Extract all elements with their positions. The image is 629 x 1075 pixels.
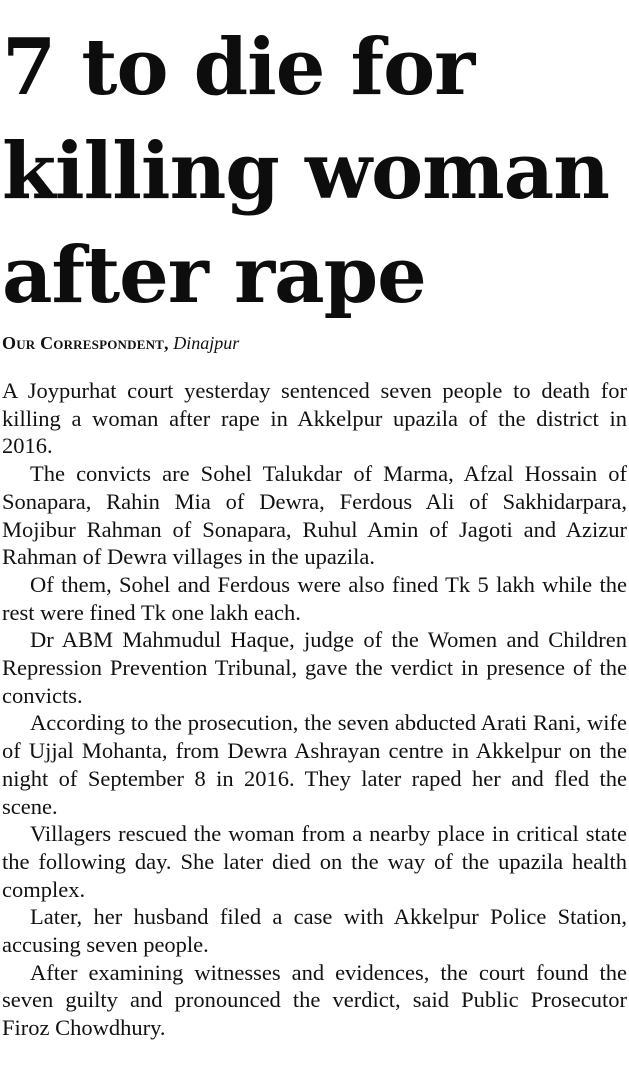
article-paragraph: After examining witnesses and evidences, the court found the seven guilty and pronounced the verdict, said Public Prosecutor Firoz Chowdhury. — [2, 959, 627, 1041]
article-paragraph: The convicts are Sohel Talukdar of Marma, Afzal Hossain of Sonapara, Rahin Mia of Dewra, Ferdous Ali of Sakhidarpara, Mojibur Rahman of Sonapara, Ruhul Amin of Jagoti and Azizur Rahman of Dewra villages in the upazila. — [2, 461, 627, 570]
byline-location: Dinajpur — [173, 333, 240, 353]
article-paragraph: Of them, Sohel and Ferdous were also fined Tk 5 lakh while the rest were fined Tk one lakh each. — [2, 571, 627, 625]
article-headline: 7 to die for killing woman after rape — [2, 22, 609, 321]
byline-author: Our Correspondent, — [2, 333, 169, 353]
article-paragraph: According to the prosecution, the seven abducted Arati Rani, wife of Ujjal Mohanta, from Dewra Ashrayan centre in Akkelpur on the night of September 8 in 2016. They later raped her and fled the scene. — [2, 710, 627, 819]
news-article — [2, 0, 627, 1042]
article-body — [2, 377, 627, 1042]
article-paragraph: A Joypurhat court yesterday sentenced seven people to death for killing a woman after rape in Akkelpur upazila of the district in 2016. — [2, 378, 627, 459]
article-paragraph: Villagers rescued the woman from a nearby place in critical state the following day. She later died on the way of the upazila health complex. — [2, 821, 627, 902]
article-paragraph: Later, her husband filed a case with Akkelpur Police Station, accusing seven people. — [2, 904, 627, 958]
article-paragraph: Dr ABM Mahmudul Haque, judge of the Women and Children Repression Prevention Tribunal, gave the verdict in presence of the convicts. — [2, 627, 627, 708]
byline — [2, 332, 627, 354]
